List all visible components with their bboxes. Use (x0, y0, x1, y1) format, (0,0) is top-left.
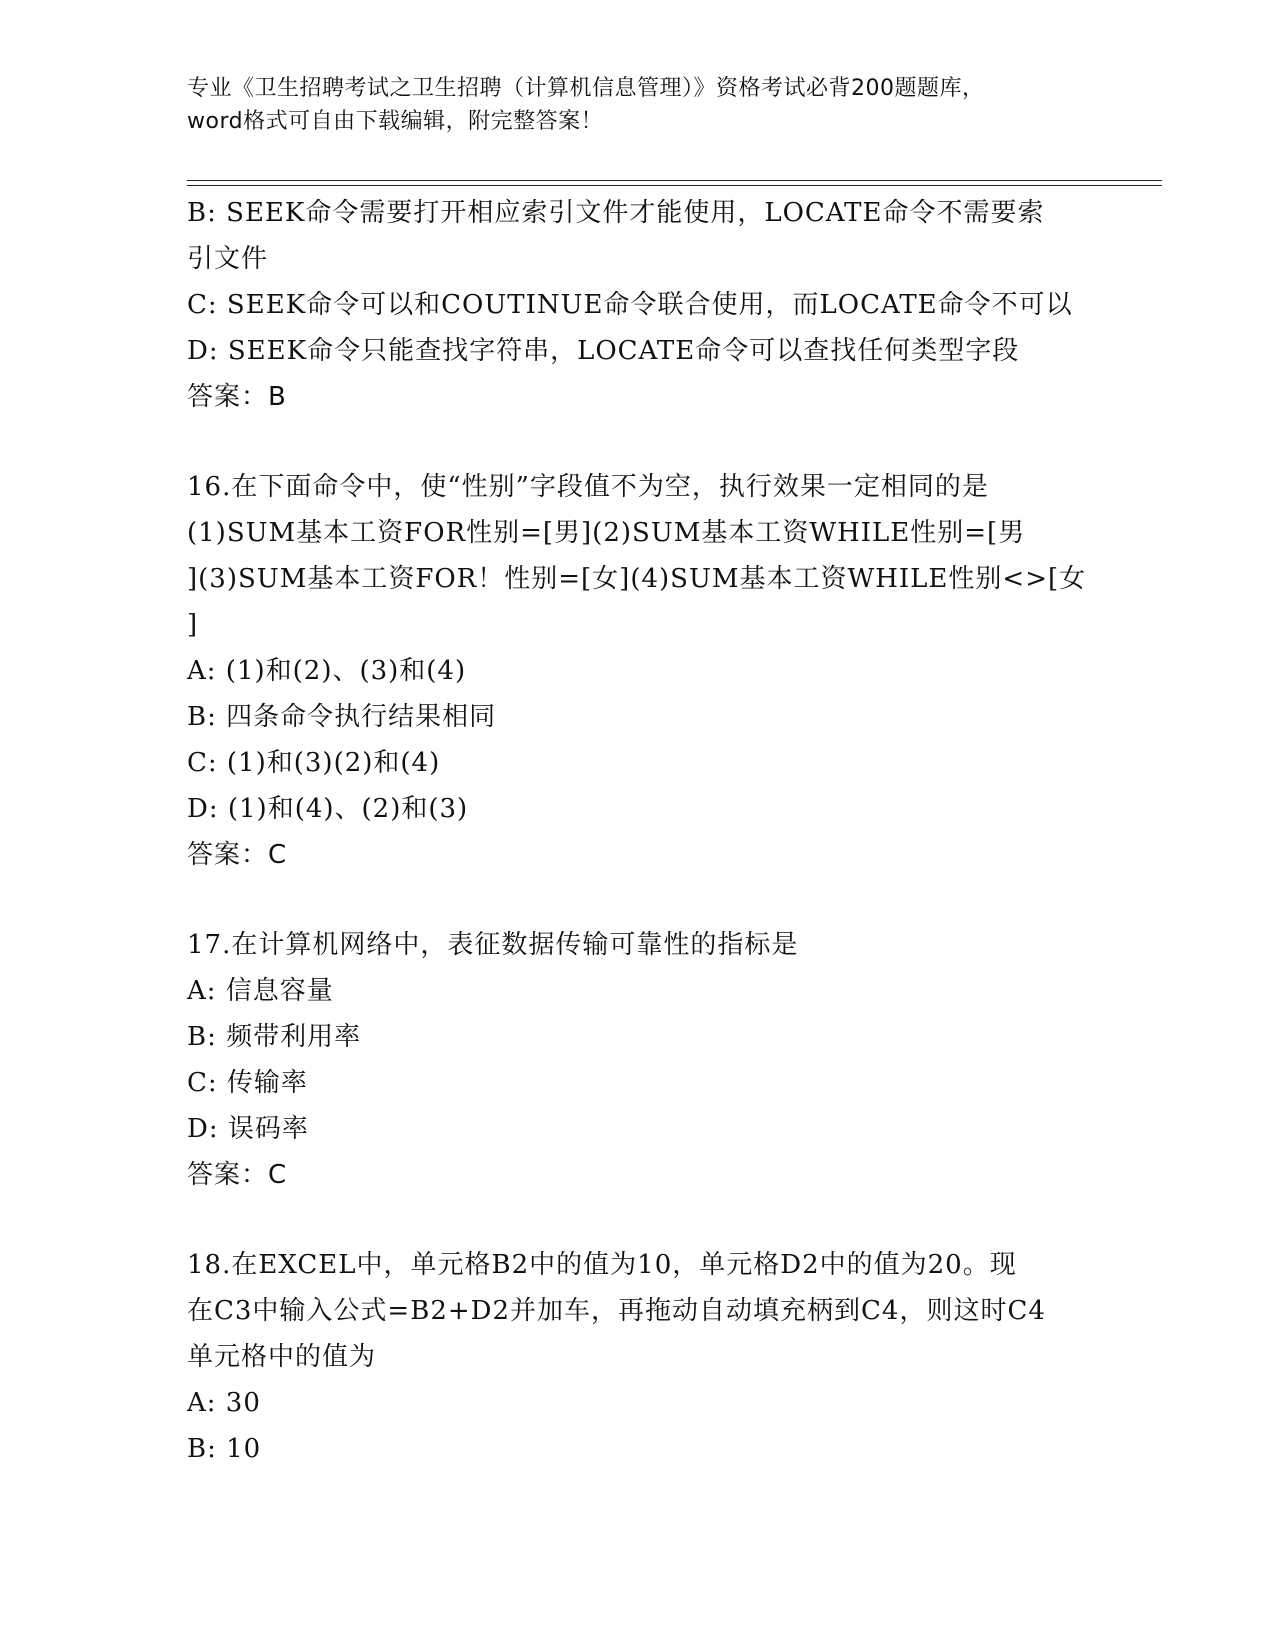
header-line-1: 专业《卫生招聘考试之卫生招聘（计算机信息管理）》资格考试必背200题题库， (187, 76, 985, 101)
header-rule-bottom (187, 185, 1162, 186)
q17-answer: 答案：C (187, 1160, 288, 1190)
q17-option-a: A: 信息容量 (187, 976, 334, 1006)
q18-option-a: A: 30 (187, 1388, 261, 1418)
document-body (187, 190, 1087, 1472)
q17-option-b: B: 频带利用率 (187, 1022, 362, 1052)
q18-option-b: B: 10 (187, 1434, 262, 1464)
q16-option-d: D: (1)和(4)、(2)和(3) (187, 794, 469, 824)
q15-option-c: C: SEEK命令可以和COUTINUE命令联合使用，而LOCATE命令不可以 (187, 290, 1073, 320)
q16-answer: 答案：C (187, 840, 288, 870)
q18-stem-line-3: 单元格中的值为 (187, 1342, 377, 1372)
q18-stem-line-1: 18.在EXCEL中，单元格B2中的值为10，单元格D2中的值为20。现 (187, 1250, 1017, 1280)
q16-stem-line-1: 16.在下面命令中，使“性别”字段值不为空，执行效果一定相同的是 (187, 472, 989, 502)
document-header (187, 72, 1087, 138)
spacer (187, 878, 1087, 922)
spacer (187, 420, 1087, 464)
q17-option-c: C: 传输率 (187, 1068, 308, 1098)
q16-option-a: A: (1)和(2)、(3)和(4) (187, 656, 467, 686)
q16-stem-line-2: (1)SUM基本工资FOR性别=[男](2)SUM基本工资WHILE性别=[男 (187, 518, 1026, 548)
question-15-tail (187, 190, 1087, 420)
q16-option-b: B: 四条命令执行结果相同 (187, 702, 497, 732)
q17-stem: 17.在计算机网络中，表征数据传输可靠性的指标是 (187, 930, 799, 960)
header-rule-top (187, 180, 1162, 181)
q15-answer: 答案：B (187, 382, 287, 412)
q17-option-d: D: 误码率 (187, 1114, 309, 1144)
spacer (187, 1198, 1087, 1242)
header-line-2: word格式可自由下载编辑，附完整答案！ (187, 109, 604, 134)
q15-option-b-line-1: B: SEEK命令需要打开相应索引文件才能使用，LOCATE命令不需要索 (187, 198, 1045, 228)
q15-option-d: D: SEEK命令只能查找字符串，LOCATE命令可以查找任何类型字段 (187, 336, 1020, 366)
q16-option-c: C: (1)和(3)(2)和(4) (187, 748, 441, 778)
q16-stem-line-4: ] (187, 610, 199, 640)
question-17 (187, 922, 1087, 1198)
q15-option-b-line-2: 引文件 (187, 244, 269, 274)
q18-stem-line-2: 在C3中输入公式=B2+D2并加车，再拖动自动填充柄到C4，则这时C4 (187, 1296, 1046, 1326)
q16-stem-line-3: ](3)SUM基本工资FOR！性别=[女](4)SUM基本工资WHILE性别<>[女 (187, 564, 1087, 594)
question-16 (187, 464, 1087, 878)
question-18 (187, 1242, 1087, 1472)
